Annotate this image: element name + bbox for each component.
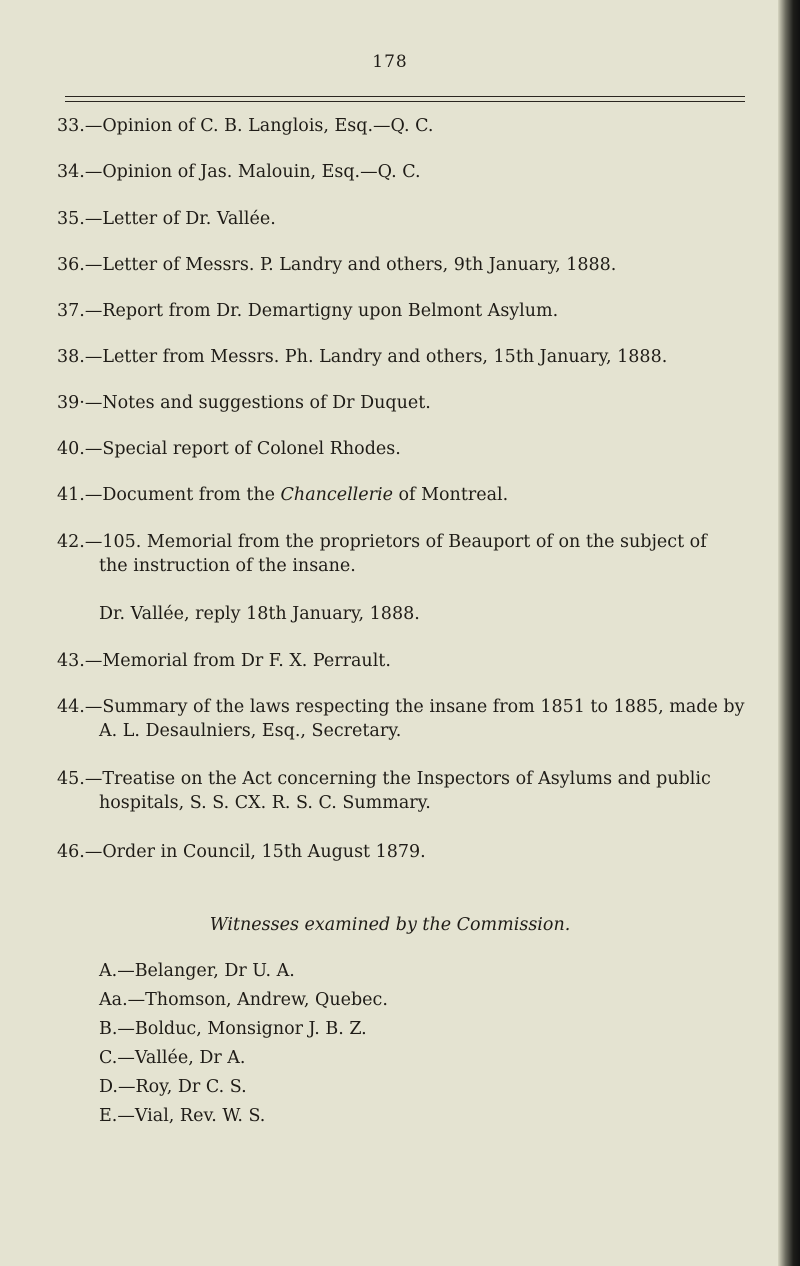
- italic-term: Chancellerie: [280, 485, 393, 505]
- list-item: 44.—Summary of the laws respecting the insane from 1851 to 1885, made by A. L. Desaulniers, Esq., Secretary.: [57, 697, 745, 741]
- witness-item: C.—Vallée, Dr A.: [99, 1048, 246, 1068]
- list-item: 41.—Document from the Chancellerie of Montreal.: [57, 485, 509, 505]
- list-item: 37.—Report from Dr. Demartigny upon Belmont Asylum.: [57, 301, 559, 321]
- page-number: 178: [372, 52, 408, 72]
- list-item: 43.—Memorial from Dr F. X. Perrault.: [57, 651, 391, 671]
- header-rule: [65, 96, 745, 97]
- witnesses-heading: Witnesses examined by the Commission.: [209, 915, 571, 935]
- reply-line: Dr. Vallée, reply 18th January, 1888.: [99, 604, 420, 624]
- page-edge-shadow: [778, 0, 800, 1266]
- list-item: 35.—Letter of Dr. Vallée.: [57, 209, 276, 229]
- header-rule-thin: [65, 101, 745, 102]
- list-item: 39·—Notes and suggestions of Dr Duquet.: [57, 393, 431, 413]
- witness-item: Aa.—Thomson, Andrew, Quebec.: [99, 990, 388, 1010]
- list-item: 38.—Letter from Messrs. Ph. Landry and others, 15th January, 1888.: [57, 347, 668, 367]
- witness-item: E.—Vial, Rev. W. S.: [99, 1106, 266, 1126]
- list-item: 34.—Opinion of Jas. Malouin, Esq.—Q. C.: [57, 162, 421, 182]
- list-item: 46.—Order in Council, 15th August 1879.: [57, 842, 426, 862]
- list-item: 33.—Opinion of C. B. Langlois, Esq.—Q. C.: [57, 116, 434, 136]
- list-item: 45.—Treatise on the Act concerning the Inspectors of Asylums and public hospitals, S. S. CX. R. S. C. Summary.: [57, 769, 711, 813]
- witness-item: D.—Roy, Dr C. S.: [99, 1077, 247, 1097]
- list-item: 42.—105. Memorial from the proprietors of Beauport of on the subject of the instruction of the insane.: [57, 532, 707, 576]
- witness-item: B.—Bolduc, Monsignor J. B. Z.: [99, 1019, 367, 1039]
- list-item: 40.—Special report of Colonel Rhodes.: [57, 439, 401, 459]
- list-item: 36.—Letter of Messrs. P. Landry and others, 9th January, 1888.: [57, 255, 617, 275]
- witness-item: A.—Belanger, Dr U. A.: [99, 961, 295, 981]
